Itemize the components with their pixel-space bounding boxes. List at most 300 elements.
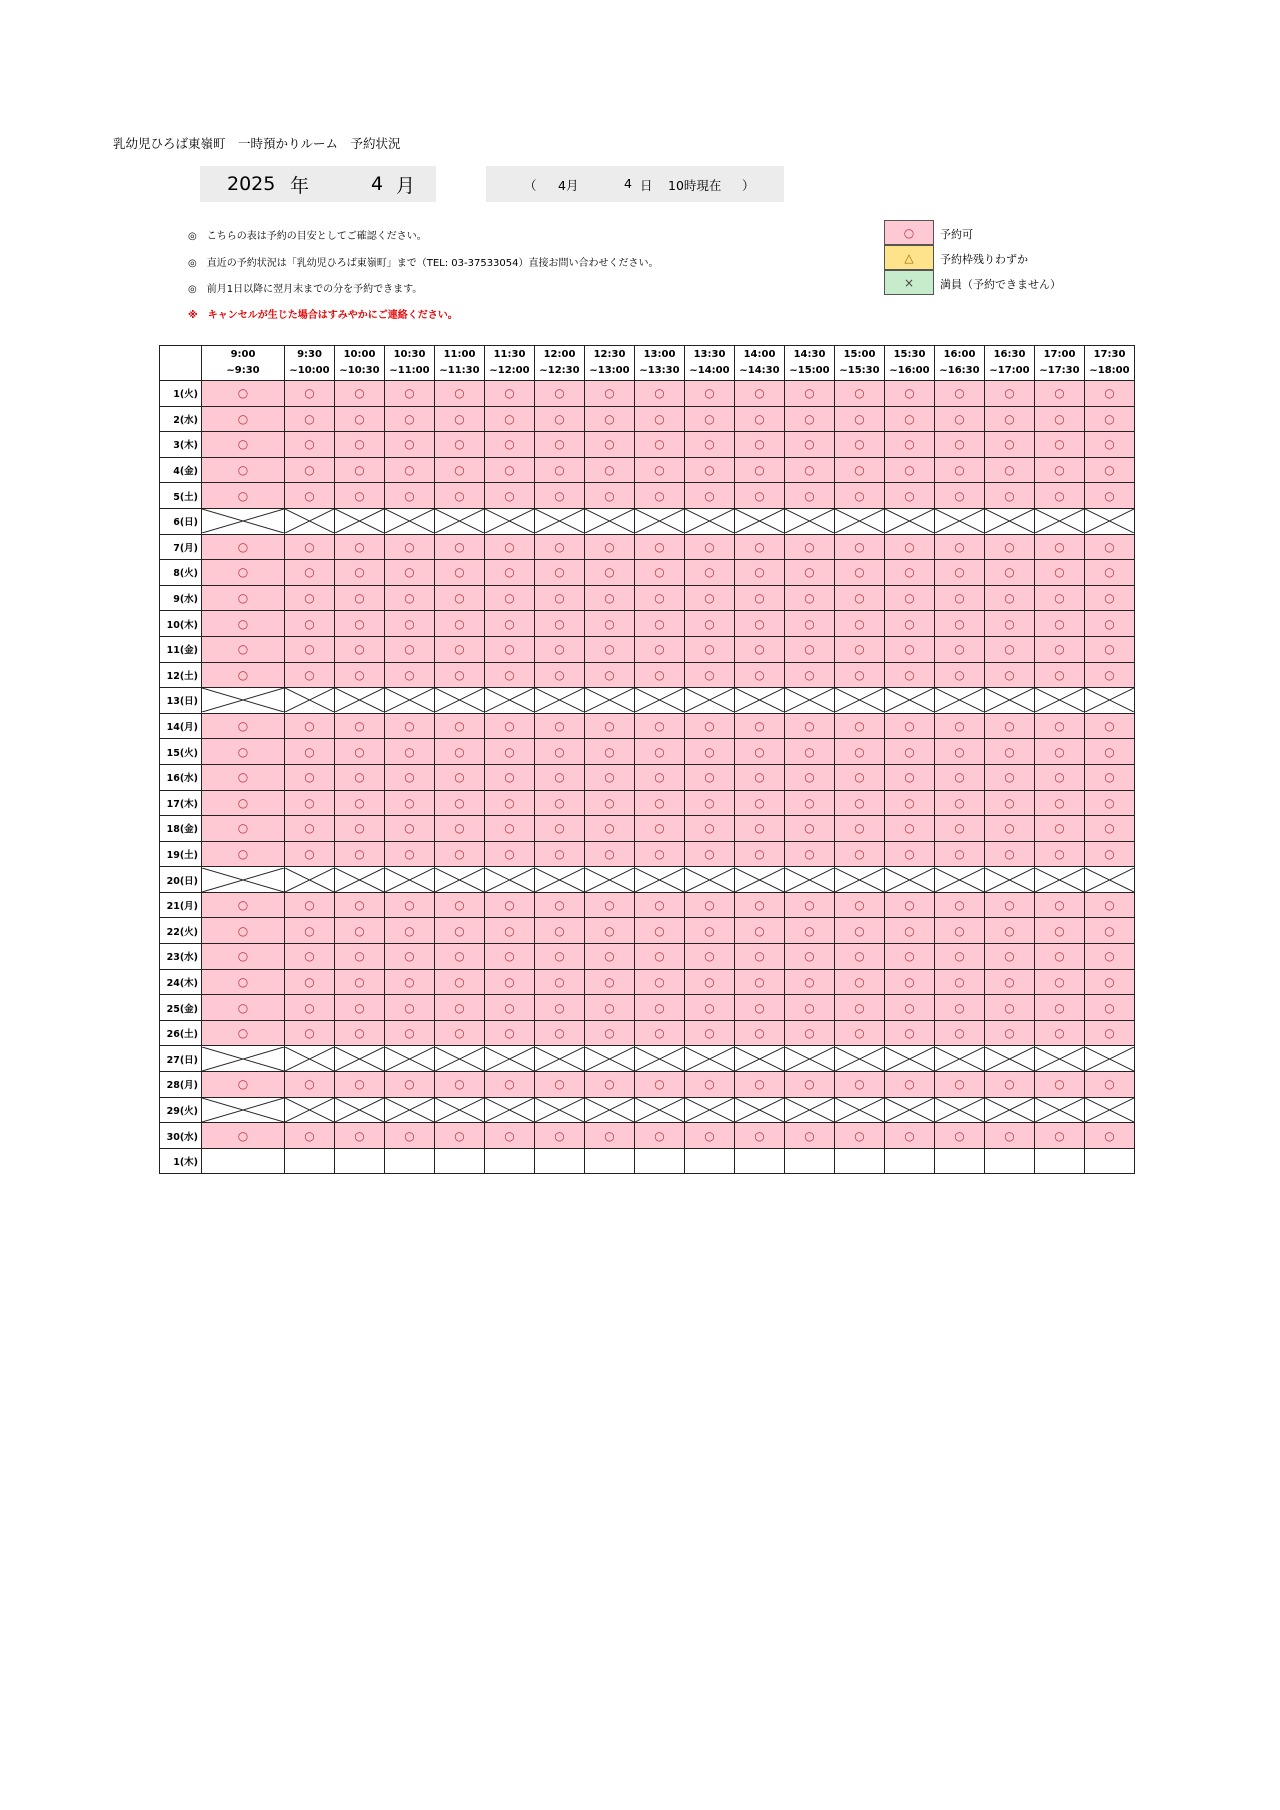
slot-available: ○ [285, 636, 335, 662]
slot-empty [685, 1148, 735, 1174]
slot-available: ○ [635, 764, 685, 790]
slot-available: ○ [585, 432, 635, 458]
legend-full-swatch: × [884, 270, 934, 295]
as-of-time: 10時現在 [668, 178, 722, 193]
day-row [160, 636, 1135, 662]
slot-available: ○ [835, 790, 885, 816]
slot-available: ○ [285, 560, 335, 586]
slot-available: ○ [485, 457, 535, 483]
slot-available: ○ [935, 892, 985, 918]
slot-available: ○ [485, 534, 535, 560]
day-row [160, 969, 1135, 995]
slot-available: ○ [835, 636, 885, 662]
slot-available: ○ [735, 560, 785, 586]
slot-available: ○ [485, 636, 535, 662]
slot-available: ○ [735, 969, 785, 995]
slot-closed [835, 1046, 885, 1072]
slot-closed [335, 688, 385, 714]
slot-available: ○ [385, 1072, 435, 1098]
slot-closed [835, 688, 885, 714]
closed-cross-icon [585, 509, 634, 533]
slot-closed [885, 1046, 935, 1072]
slot-available: ○ [335, 790, 385, 816]
slot-available: ○ [1085, 1020, 1135, 1046]
day-row [160, 764, 1135, 790]
time-slot-start: 17:30 [1093, 349, 1126, 360]
slot-available: ○ [202, 432, 285, 458]
slot-available: ○ [1085, 969, 1135, 995]
slot-available: ○ [285, 969, 335, 995]
slot-available: ○ [435, 892, 485, 918]
slot-available: ○ [585, 534, 635, 560]
slot-closed [285, 508, 335, 534]
slot-available: ○ [435, 662, 485, 688]
slot-available: ○ [385, 406, 435, 432]
closed-cross-icon [785, 868, 834, 892]
slot-available: ○ [385, 892, 435, 918]
day-row [160, 1097, 1135, 1123]
time-slot-start: 12:30 [593, 349, 626, 360]
closed-cross-icon [835, 688, 884, 712]
day-row [160, 1020, 1135, 1046]
day-row [160, 1072, 1135, 1098]
note-3: ◎ 前月1日以降に翌月末までの分を予約できます。 [188, 284, 423, 295]
slot-available: ○ [685, 995, 735, 1021]
closed-cross-icon [202, 509, 284, 533]
slot-available: ○ [385, 944, 435, 970]
slot-available: ○ [935, 636, 985, 662]
slot-closed [485, 508, 535, 534]
slot-available: ○ [985, 636, 1035, 662]
slot-available: ○ [202, 892, 285, 918]
slot-available: ○ [1085, 841, 1135, 867]
day-row [160, 585, 1135, 611]
closed-cross-icon [735, 1098, 784, 1122]
time-slot-start: 10:00 [343, 349, 376, 360]
slot-closed [985, 1097, 1035, 1123]
closed-cross-icon [485, 868, 534, 892]
slot-available: ○ [585, 739, 635, 765]
slot-closed [535, 1046, 585, 1072]
slot-available: ○ [1035, 841, 1085, 867]
slot-available: ○ [485, 739, 535, 765]
slot-available: ○ [485, 944, 535, 970]
closed-cross-icon [885, 509, 934, 533]
slot-closed [935, 688, 985, 714]
time-slot-header [785, 346, 835, 381]
slot-available: ○ [435, 739, 485, 765]
slot-available: ○ [535, 1020, 585, 1046]
slot-closed [535, 688, 585, 714]
slot-available: ○ [285, 585, 335, 611]
slot-closed [585, 1097, 635, 1123]
slot-available: ○ [335, 1020, 385, 1046]
slot-available: ○ [685, 585, 735, 611]
slot-available: ○ [535, 662, 585, 688]
slot-available: ○ [485, 969, 535, 995]
slot-available: ○ [535, 483, 585, 509]
closed-cross-icon [202, 868, 284, 892]
slot-available: ○ [585, 918, 635, 944]
slot-available: ○ [885, 892, 935, 918]
slot-available: ○ [635, 611, 685, 637]
slot-available: ○ [285, 995, 335, 1021]
slot-available: ○ [335, 457, 385, 483]
day-label: 16(水) [160, 764, 202, 790]
slot-closed [202, 867, 285, 893]
slot-available: ○ [935, 1123, 985, 1149]
reservation-table [159, 345, 1135, 1174]
slot-available: ○ [385, 381, 435, 407]
slot-available: ○ [202, 739, 285, 765]
slot-available: ○ [885, 918, 935, 944]
day-label: 10(木) [160, 611, 202, 637]
slot-available: ○ [785, 560, 835, 586]
slot-available: ○ [885, 995, 935, 1021]
slot-available: ○ [735, 1072, 785, 1098]
slot-available: ○ [202, 944, 285, 970]
slot-available: ○ [885, 611, 935, 637]
slot-available: ○ [435, 457, 485, 483]
day-label: 15(火) [160, 739, 202, 765]
slot-closed [785, 688, 835, 714]
time-slot-header [635, 346, 685, 381]
slot-available: ○ [385, 1123, 435, 1149]
day-row [160, 381, 1135, 407]
slot-available: ○ [985, 457, 1035, 483]
day-label: 1(火) [160, 381, 202, 407]
slot-available: ○ [835, 918, 885, 944]
slot-available: ○ [685, 457, 735, 483]
slot-available: ○ [785, 585, 835, 611]
slot-empty [985, 1148, 1035, 1174]
slot-available: ○ [485, 406, 535, 432]
slot-available: ○ [735, 406, 785, 432]
day-row [160, 457, 1135, 483]
slot-available: ○ [385, 457, 435, 483]
slot-available: ○ [835, 1020, 885, 1046]
slot-available: ○ [1035, 585, 1085, 611]
slot-available: ○ [435, 483, 485, 509]
time-slot-end: ~13:30 [639, 365, 680, 376]
closed-cross-icon [635, 1098, 684, 1122]
slot-closed [785, 1046, 835, 1072]
page-title: 乳幼児ひろば東嶺町 一時預かりルーム 予約状況 [113, 136, 401, 151]
slot-available: ○ [835, 739, 885, 765]
slot-available: ○ [385, 585, 435, 611]
slot-closed [635, 867, 685, 893]
slot-available: ○ [535, 432, 585, 458]
time-slot-start: 16:30 [993, 349, 1026, 360]
slot-available: ○ [785, 713, 835, 739]
slot-available: ○ [535, 585, 585, 611]
closed-cross-icon [835, 1098, 884, 1122]
time-slot-header [985, 346, 1035, 381]
day-row [160, 995, 1135, 1021]
time-slot-end: ~14:30 [739, 365, 780, 376]
slot-available: ○ [1035, 560, 1085, 586]
closed-cross-icon [935, 868, 984, 892]
slot-closed [535, 867, 585, 893]
time-slot-end: ~10:00 [289, 365, 330, 376]
slot-available: ○ [935, 944, 985, 970]
slot-available: ○ [735, 662, 785, 688]
slot-closed [1035, 1097, 1085, 1123]
time-slot-header [585, 346, 635, 381]
day-row [160, 560, 1135, 586]
closed-cross-icon [335, 868, 384, 892]
slot-available: ○ [985, 406, 1035, 432]
slot-closed [985, 867, 1035, 893]
slot-available: ○ [985, 585, 1035, 611]
slot-closed [885, 867, 935, 893]
slot-available: ○ [785, 841, 835, 867]
slot-available: ○ [835, 381, 885, 407]
slot-available: ○ [385, 483, 435, 509]
slot-available: ○ [385, 790, 435, 816]
slot-available: ○ [1035, 969, 1085, 995]
day-label: 1(木) [160, 1148, 202, 1174]
slot-available: ○ [735, 611, 785, 637]
time-slot-header [735, 346, 785, 381]
day-label: 11(金) [160, 636, 202, 662]
slot-available: ○ [335, 892, 385, 918]
slot-closed [285, 1046, 335, 1072]
slot-closed [202, 1046, 285, 1072]
day-label: 21(月) [160, 892, 202, 918]
day-label: 4(金) [160, 457, 202, 483]
slot-closed [202, 1097, 285, 1123]
slot-available: ○ [835, 1072, 885, 1098]
slot-available: ○ [285, 816, 335, 842]
slot-available: ○ [935, 432, 985, 458]
slot-closed [435, 508, 485, 534]
slot-closed [735, 1046, 785, 1072]
slot-closed [985, 1046, 1035, 1072]
slot-available: ○ [735, 713, 785, 739]
closed-cross-icon [335, 1047, 384, 1071]
day-row [160, 713, 1135, 739]
closed-cross-icon [535, 868, 584, 892]
day-label: 22(火) [160, 918, 202, 944]
slot-available: ○ [1085, 406, 1135, 432]
slot-available: ○ [1035, 662, 1085, 688]
slot-empty [635, 1148, 685, 1174]
slot-empty [285, 1148, 335, 1174]
slot-available: ○ [835, 892, 885, 918]
slot-closed [335, 1097, 385, 1123]
closed-cross-icon [335, 688, 384, 712]
time-slot-start: 13:00 [643, 349, 676, 360]
closed-cross-icon [285, 868, 334, 892]
year-value: 2025 [227, 173, 276, 195]
time-slot-start: 16:00 [943, 349, 976, 360]
slot-closed [685, 1046, 735, 1072]
table-header-row [160, 346, 1135, 381]
slot-available: ○ [385, 739, 435, 765]
slot-available: ○ [835, 432, 885, 458]
slot-available: ○ [585, 944, 635, 970]
closed-cross-icon [1085, 868, 1134, 892]
slot-available: ○ [435, 1072, 485, 1098]
slot-available: ○ [535, 406, 585, 432]
slot-available: ○ [1035, 764, 1085, 790]
slot-available: ○ [785, 944, 835, 970]
closed-cross-icon [535, 509, 584, 533]
slot-available: ○ [535, 790, 585, 816]
slot-available: ○ [885, 636, 935, 662]
slot-available: ○ [1035, 995, 1085, 1021]
slot-available: ○ [1035, 432, 1085, 458]
slot-available: ○ [985, 918, 1035, 944]
slot-available: ○ [485, 662, 535, 688]
slot-available: ○ [1085, 1072, 1135, 1098]
closed-cross-icon [535, 1047, 584, 1071]
time-slot-header [385, 346, 435, 381]
slot-available: ○ [635, 406, 685, 432]
slot-available: ○ [685, 560, 735, 586]
slot-available: ○ [585, 560, 635, 586]
day-row [160, 534, 1135, 560]
slot-available: ○ [585, 713, 635, 739]
day-row [160, 816, 1135, 842]
closed-cross-icon [735, 868, 784, 892]
slot-available: ○ [435, 560, 485, 586]
closed-cross-icon [535, 1098, 584, 1122]
slot-available: ○ [335, 1072, 385, 1098]
slot-available: ○ [202, 1123, 285, 1149]
slot-available: ○ [985, 381, 1035, 407]
slot-empty [335, 1148, 385, 1174]
day-row [160, 739, 1135, 765]
slot-available: ○ [202, 995, 285, 1021]
legend-few-left-swatch: △ [884, 245, 934, 270]
time-slot-start: 12:00 [543, 349, 576, 360]
slot-available: ○ [685, 1020, 735, 1046]
slot-available: ○ [1035, 816, 1085, 842]
time-slot-end: ~15:30 [839, 365, 880, 376]
slot-available: ○ [435, 611, 485, 637]
slot-available: ○ [585, 483, 635, 509]
time-slot-start: 14:30 [793, 349, 826, 360]
as-of-day: 4 [624, 176, 632, 191]
slot-available: ○ [202, 816, 285, 842]
slot-closed [635, 508, 685, 534]
slot-available: ○ [1035, 739, 1085, 765]
time-slot-start: 11:30 [493, 349, 526, 360]
time-slot-header [1085, 346, 1135, 381]
slot-available: ○ [1085, 585, 1135, 611]
slot-available: ○ [635, 918, 685, 944]
slot-available: ○ [785, 1020, 835, 1046]
slot-available: ○ [835, 560, 885, 586]
slot-available: ○ [735, 918, 785, 944]
slot-available: ○ [935, 790, 985, 816]
closed-cross-icon [1035, 1098, 1084, 1122]
slot-available: ○ [685, 816, 735, 842]
day-row [160, 918, 1135, 944]
slot-available: ○ [485, 816, 535, 842]
closed-cross-icon [735, 509, 784, 533]
slot-available: ○ [535, 1072, 585, 1098]
closed-cross-icon [985, 688, 1034, 712]
closed-cross-icon [785, 1098, 834, 1122]
closed-cross-icon [285, 509, 334, 533]
closed-cross-icon [685, 1047, 734, 1071]
slot-available: ○ [202, 457, 285, 483]
slot-empty [735, 1148, 785, 1174]
slot-available: ○ [535, 611, 585, 637]
slot-available: ○ [685, 739, 735, 765]
slot-available: ○ [535, 457, 585, 483]
slot-closed [385, 867, 435, 893]
slot-available: ○ [385, 969, 435, 995]
slot-available: ○ [785, 662, 835, 688]
slot-available: ○ [585, 841, 635, 867]
slot-available: ○ [635, 585, 685, 611]
slot-available: ○ [735, 585, 785, 611]
slot-available: ○ [335, 662, 385, 688]
header-corner-cell [160, 346, 202, 381]
slot-available: ○ [885, 560, 935, 586]
day-row [160, 1046, 1135, 1072]
slot-available: ○ [285, 790, 335, 816]
day-row [160, 406, 1135, 432]
slot-available: ○ [285, 739, 335, 765]
slot-closed [435, 1046, 485, 1072]
slot-closed [385, 688, 435, 714]
slot-available: ○ [202, 1072, 285, 1098]
slot-available: ○ [435, 1020, 485, 1046]
slot-available: ○ [935, 816, 985, 842]
slot-available: ○ [935, 739, 985, 765]
closed-cross-icon [785, 688, 834, 712]
slot-available: ○ [835, 995, 885, 1021]
day-label: 25(金) [160, 995, 202, 1021]
closed-cross-icon [585, 1047, 634, 1071]
slot-available: ○ [935, 611, 985, 637]
day-row [160, 1123, 1135, 1149]
slot-available: ○ [635, 662, 685, 688]
day-label: 17(木) [160, 790, 202, 816]
as-of-open-paren: （ [524, 178, 537, 193]
slot-available: ○ [335, 560, 385, 586]
slot-available: ○ [585, 457, 635, 483]
slot-available: ○ [685, 969, 735, 995]
closed-cross-icon [285, 1047, 334, 1071]
slot-available: ○ [835, 483, 885, 509]
time-slot-header [835, 346, 885, 381]
slot-available: ○ [335, 534, 385, 560]
slot-available: ○ [685, 944, 735, 970]
slot-available: ○ [202, 636, 285, 662]
slot-available: ○ [885, 1072, 935, 1098]
closed-cross-icon [1035, 1047, 1084, 1071]
day-label: 6(日) [160, 508, 202, 534]
slot-available: ○ [535, 918, 585, 944]
slot-available: ○ [785, 432, 835, 458]
time-slot-header [885, 346, 935, 381]
slot-available: ○ [835, 406, 885, 432]
closed-cross-icon [985, 1047, 1034, 1071]
slot-available: ○ [685, 1123, 735, 1149]
slot-available: ○ [485, 483, 535, 509]
slot-available: ○ [485, 432, 535, 458]
slot-available: ○ [835, 457, 885, 483]
slot-available: ○ [1035, 713, 1085, 739]
slot-available: ○ [535, 995, 585, 1021]
closed-cross-icon [985, 868, 1034, 892]
